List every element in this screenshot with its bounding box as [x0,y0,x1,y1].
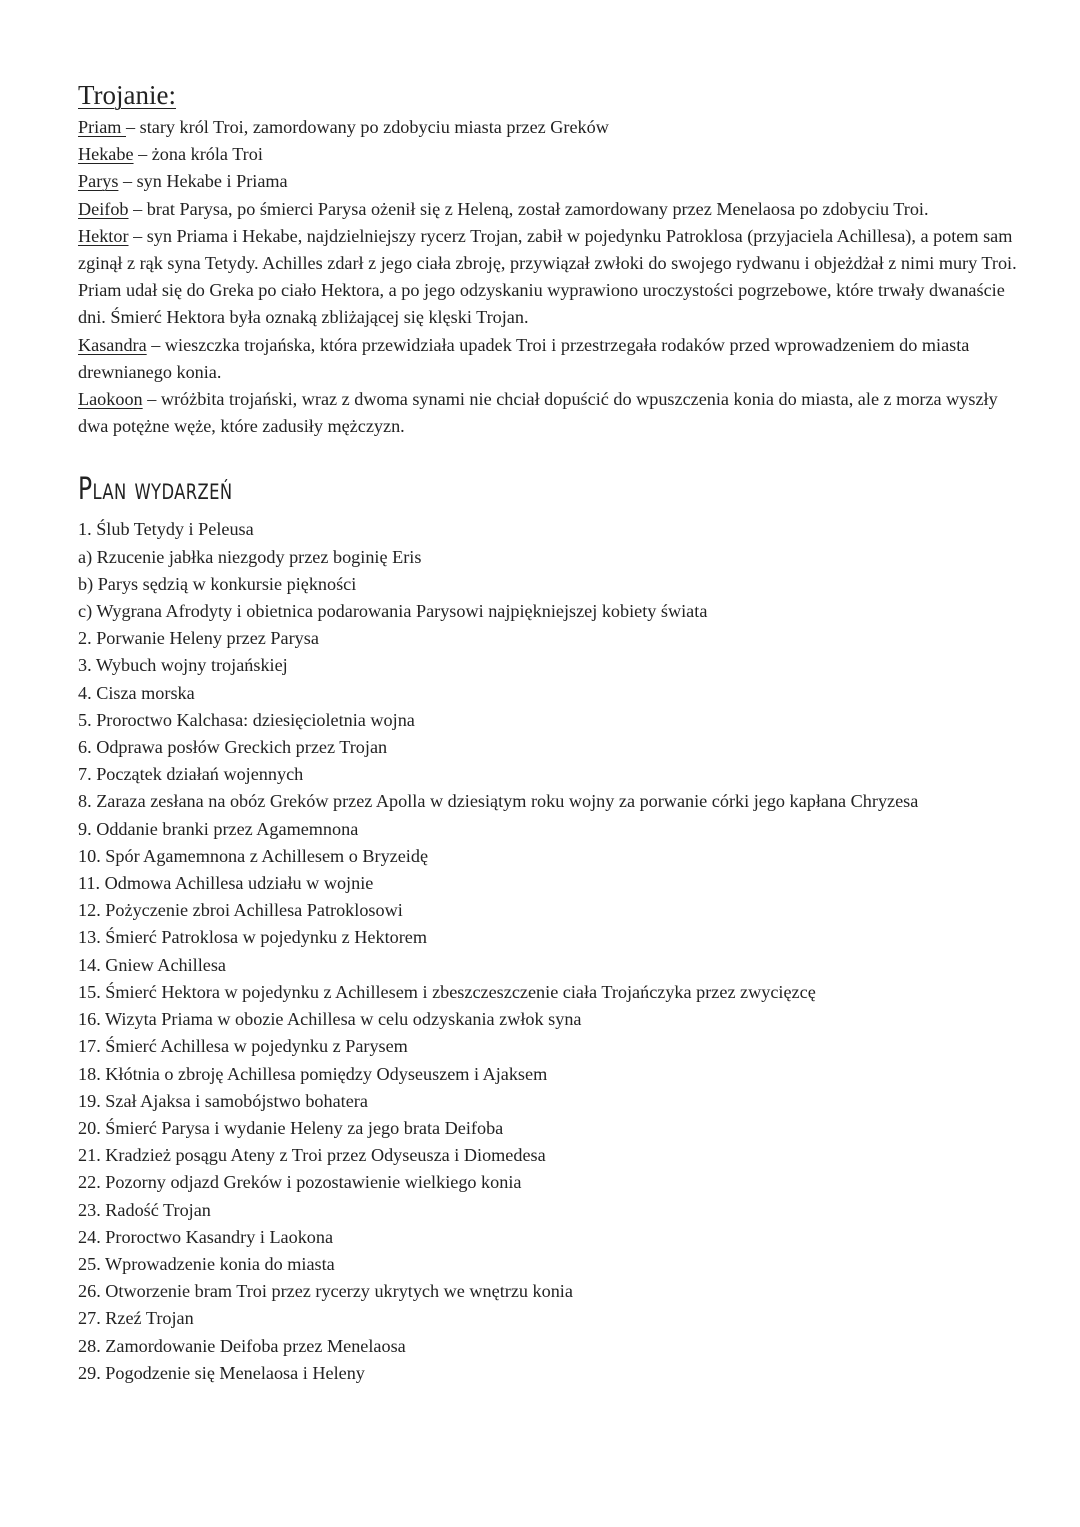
plan-item: 17. Śmierć Achillesa w pojedynku z Parysem [78,1036,408,1057]
character-description: – syn Priama i Hekabe, najdzielniejszy rycerz Trojan, zabił w pojedynku Patroklosa (przyjaciela Achillesa), a potem sam zginął z rąk syna Tetydy. Achilles zdarł z jego ciała zbroję, przywiązał zwłoki do swojego rydwanu i objeżdżał z nimi mury Troi. Priam udał się do Greka po ciało Hektora, a po jego odzyskaniu wyprawiono uroczystości pogrzebowe, które trwały dwanaście dni. Śmierć Hektora była oznaką zbliżającej się klęski Trojan. [78,225,1017,328]
trojans-heading: Trojanie: [78,80,177,110]
character-name: Priam [78,117,126,137]
plan-item: 12. Pożyczenie zbroi Achillesa Patroklosowi [78,900,403,921]
plan-item: 26. Otworzenie bram Troi przez rycerzy ukrytych we wnętrzu konia [78,1281,573,1302]
plan-list [78,516,1028,1387]
plan-item: 1. Ślub Tetydy i Peleusa [78,519,254,540]
plan-item: 6. Odprawa posłów Greckich przez Trojan [78,737,388,758]
plan-item: 21. Kradzież posągu Ateny z Troi przez Odyseusza i Diomedesa [78,1145,546,1166]
plan-item: 5. Proroctwo Kalchasa: dziesięcioletnia wojna [78,709,415,730]
character-description: – wieszczka trojańska, która przewidziała upadek Troi i przestrzegała rodaków przed wprowadzeniem do miasta drewnianego konia. [78,334,970,382]
plan-item: 8. Zaraza zesłana na obóz Greków przez Apolla w dziesiątym roku wojny za porwanie córki jego kapłana Chryzesa [78,791,919,812]
character-name: Hektor [78,225,129,246]
plan-heading: Plan wydarzeń [78,472,233,508]
character-name: Parys [78,171,119,192]
plan-item: b) Parys sędzią w konkursie piękności [78,573,357,594]
character-description: – stary król Troi, zamordowany po zdobyciu miasta przez Greków [126,117,609,137]
character-entry [78,386,1028,440]
plan-item: 11. Odmowa Achillesa udziału w wojnie [78,873,374,894]
plan-item: 28. Zamordowanie Deifoba przez Menelaosa [78,1335,406,1356]
plan-item: 22. Pozorny odjazd Greków i pozostawienie wielkiego konia [78,1172,522,1193]
character-entry [78,114,1028,141]
plan-item: 4. Cisza morska [78,682,195,703]
character-name: Laokoon [78,389,143,410]
plan-item: 13. Śmierć Patroklosa w pojedynku z Hektorem [78,927,428,948]
plan-item: 20. Śmierć Parysa i wydanie Heleny za jego brata Deifoba [78,1117,504,1138]
character-entry [78,141,1028,168]
character-name: Deifob [78,198,129,219]
plan-item: 18. Kłótnia o zbroję Achillesa pomiędzy Odyseuszem i Ajaksem [78,1063,548,1084]
character-description: – żona króla Troi [133,144,263,165]
document-page [78,78,1028,1387]
character-entry [78,223,1028,332]
character-description: – syn Hekabe i Priama [118,171,288,192]
plan-item: 7. Początek działań wojennych [78,764,304,785]
character-entry [78,332,1028,386]
plan-item: 29. Pogodzenie się Menelaosa i Heleny [78,1362,365,1383]
plan-item: 14. Gniew Achillesa [78,954,226,975]
plan-item: 25. Wprowadzenie konia do miasta [78,1253,335,1274]
character-description: – brat Parysa, po śmierci Parysa ożenił się z Heleną, został zamordowany przez Menelaosa po zdobyciu Troi. [128,198,929,219]
character-name: Kasandra [78,334,147,355]
plan-item: 2. Porwanie Heleny przez Parysa [78,628,319,649]
plan-item: 24. Proroctwo Kasandry i Laokona [78,1226,334,1247]
plan-item: a) Rzucenie jabłka niezgody przez boginię Eris [78,546,422,567]
plan-item: 10. Spór Agamemnona z Achillesem o Bryzeidę [78,845,429,866]
plan-item: 9. Oddanie branki przez Agamemnona [78,818,359,839]
plan-item: 19. Szał Ajaksa i samobójstwo bohatera [78,1090,368,1111]
plan-item: 23. Radość Trojan [78,1199,211,1220]
plan-item: 15. Śmierć Hektora w pojedynku z Achillesem i zbeszczeszczenie ciała Trojańczyka przez zwycięzcę [78,981,816,1002]
character-list [78,114,1028,440]
character-name: Hekabe [78,144,134,165]
character-description: – wróżbita trojański, wraz z dwoma synami nie chciał dopuścić do wpuszczenia konia do miasta, ale z morza wyszły dwa potężne węże, które zadusiły mężczyzn. [78,389,998,437]
plan-item: c) Wygrana Afrodyty i obietnica podarowania Parysowi najpiękniejszej kobiety świata [78,601,708,622]
plan-item: 3. Wybuch wojny trojańskiej [78,655,288,676]
plan-item: 27. Rzeź Trojan [78,1308,194,1329]
plan-item: 16. Wizyta Priama w obozie Achillesa w celu odzyskania zwłok syna [78,1009,582,1030]
character-entry [78,168,1028,195]
character-entry [78,196,1028,223]
